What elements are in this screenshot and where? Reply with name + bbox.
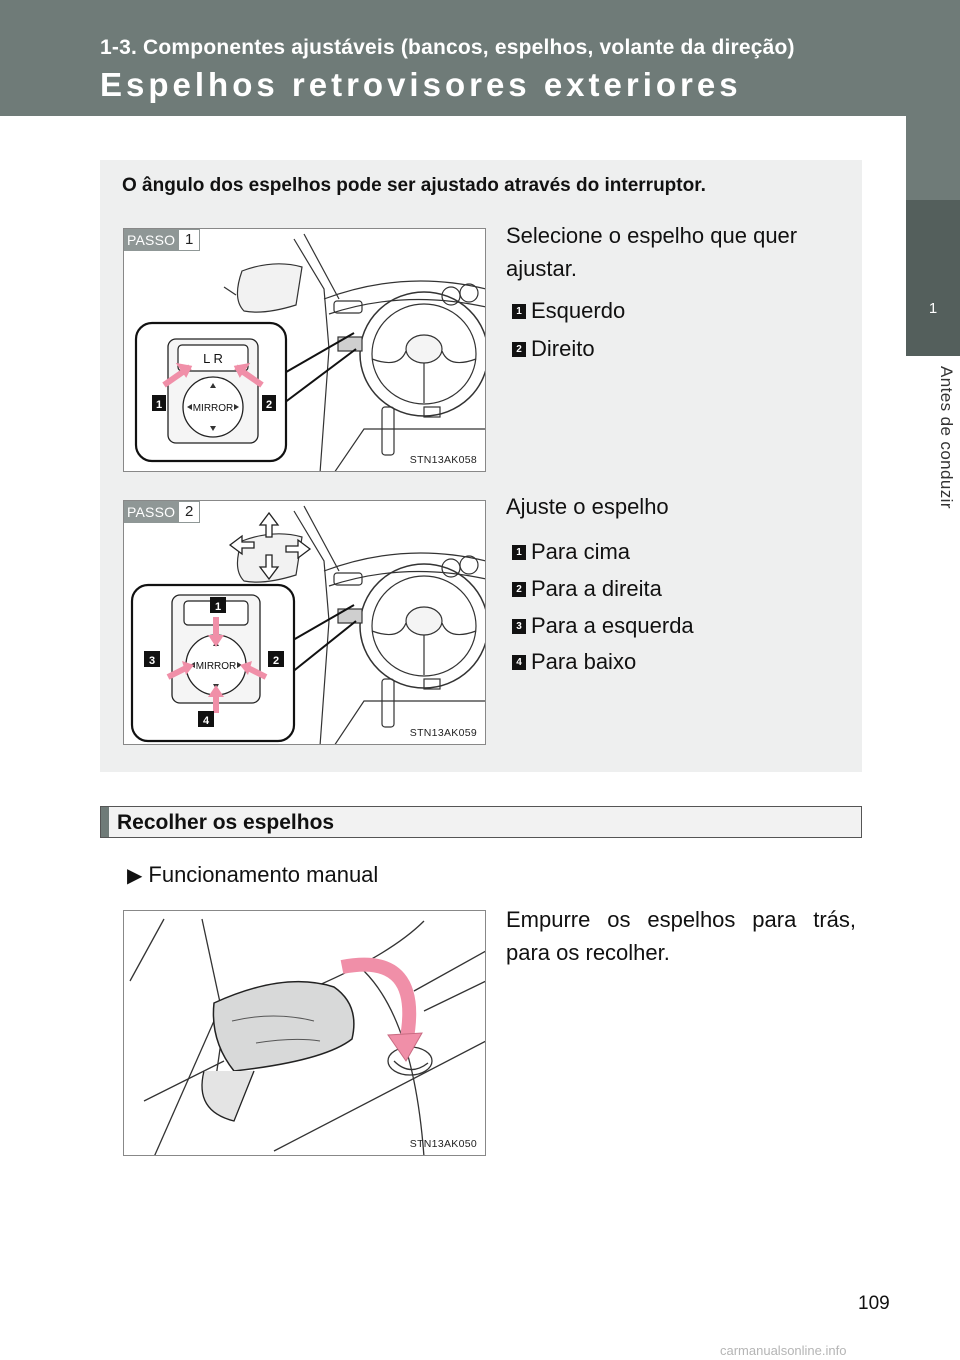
step2-item-2-label: Para a direita xyxy=(531,576,662,601)
fold-illustration xyxy=(124,911,486,1156)
step1-item-1 xyxy=(512,298,625,324)
step2-item-2 xyxy=(512,576,662,602)
step2-callout-1: 1 xyxy=(214,601,222,613)
step2-item-3 xyxy=(512,613,694,639)
step1-item-2-label: Direito xyxy=(531,336,595,361)
manual-operation-label xyxy=(127,862,378,888)
step1-figure xyxy=(123,228,486,472)
step2-item-3-number: 3 xyxy=(512,619,526,634)
step1-item-2-number: 2 xyxy=(512,342,526,357)
step1-item-2 xyxy=(512,336,595,362)
chapter-title: Antes de conduzir xyxy=(937,366,956,509)
heading-accent-bar xyxy=(101,807,109,837)
step2-illustration xyxy=(124,501,486,745)
page-title: Espelhos retrovisores exteriores xyxy=(100,66,742,103)
step2-item-3-label: Para a esquerda xyxy=(531,613,694,638)
step2-callout-4: 4 xyxy=(202,715,210,727)
fold-figure-code: STN13AK050 xyxy=(409,1138,477,1150)
step2-switch-mirror-label: MIRROR xyxy=(195,661,237,672)
step2-item-2-number: 2 xyxy=(512,582,526,597)
chapter-side-tab xyxy=(906,0,960,1360)
step1-text: Selecione o espelho que quer ajustar. xyxy=(506,223,798,281)
step1-badge-word: PASSO xyxy=(124,229,178,251)
triangle-right-icon: ▶ xyxy=(127,864,143,887)
step2-badge xyxy=(124,501,200,523)
step2-callout-3: 3 xyxy=(148,655,156,667)
step2-item-1 xyxy=(512,539,630,565)
step2-badge-word: PASSO xyxy=(124,501,178,523)
fold-figure xyxy=(123,910,486,1156)
step2-item-4-label: Para baixo xyxy=(531,649,637,674)
intro-text: O ângulo dos espelhos pode ser ajustado através do interruptor. xyxy=(122,175,706,196)
step2-item-4-number: 4 xyxy=(512,655,526,670)
side-tab-upper xyxy=(906,0,960,200)
step1-figure-code: STN13AK058 xyxy=(409,454,477,466)
step2-item-1-number: 1 xyxy=(512,545,526,560)
manual-operation-text: Funcionamento manual xyxy=(148,862,379,887)
fold-instruction-text: Empurre os espelhos para trás, para os recolher. xyxy=(506,907,856,965)
section-title: 1-3. Componentes ajustáveis (bancos, espelhos, volante da direção) xyxy=(100,36,795,59)
step2-figure-code: STN13AK059 xyxy=(409,727,477,739)
step2-figure xyxy=(123,500,486,745)
page-header xyxy=(0,0,906,116)
step1-switch-lr: L R xyxy=(203,351,223,366)
chapter-number-tab[interactable] xyxy=(906,200,960,356)
step2-callout-2: 2 xyxy=(272,655,280,667)
step1-callout-2: 2 xyxy=(265,399,273,411)
folding-heading-label: Recolher os espelhos xyxy=(117,811,335,834)
step1-illustration xyxy=(124,229,486,472)
step1-item-1-number: 1 xyxy=(512,304,526,319)
step1-callout-1: 1 xyxy=(155,399,163,411)
step2-item-1-label: Para cima xyxy=(531,539,631,564)
step1-item-1-label: Esquerdo xyxy=(531,298,626,323)
page-number: 109 xyxy=(858,1293,890,1314)
step1-badge-num: 1 xyxy=(178,229,200,251)
folding-section-heading xyxy=(100,806,862,838)
chapter-number: 1 xyxy=(928,300,938,317)
step2-badge-num: 2 xyxy=(178,501,200,523)
step1-switch-mirror-label: MIRROR xyxy=(192,403,234,414)
step2-text: Ajuste o espelho xyxy=(506,494,669,519)
step2-item-4 xyxy=(512,649,636,675)
step1-badge xyxy=(124,229,200,251)
watermark: carmanualsonline.info xyxy=(720,1343,847,1358)
